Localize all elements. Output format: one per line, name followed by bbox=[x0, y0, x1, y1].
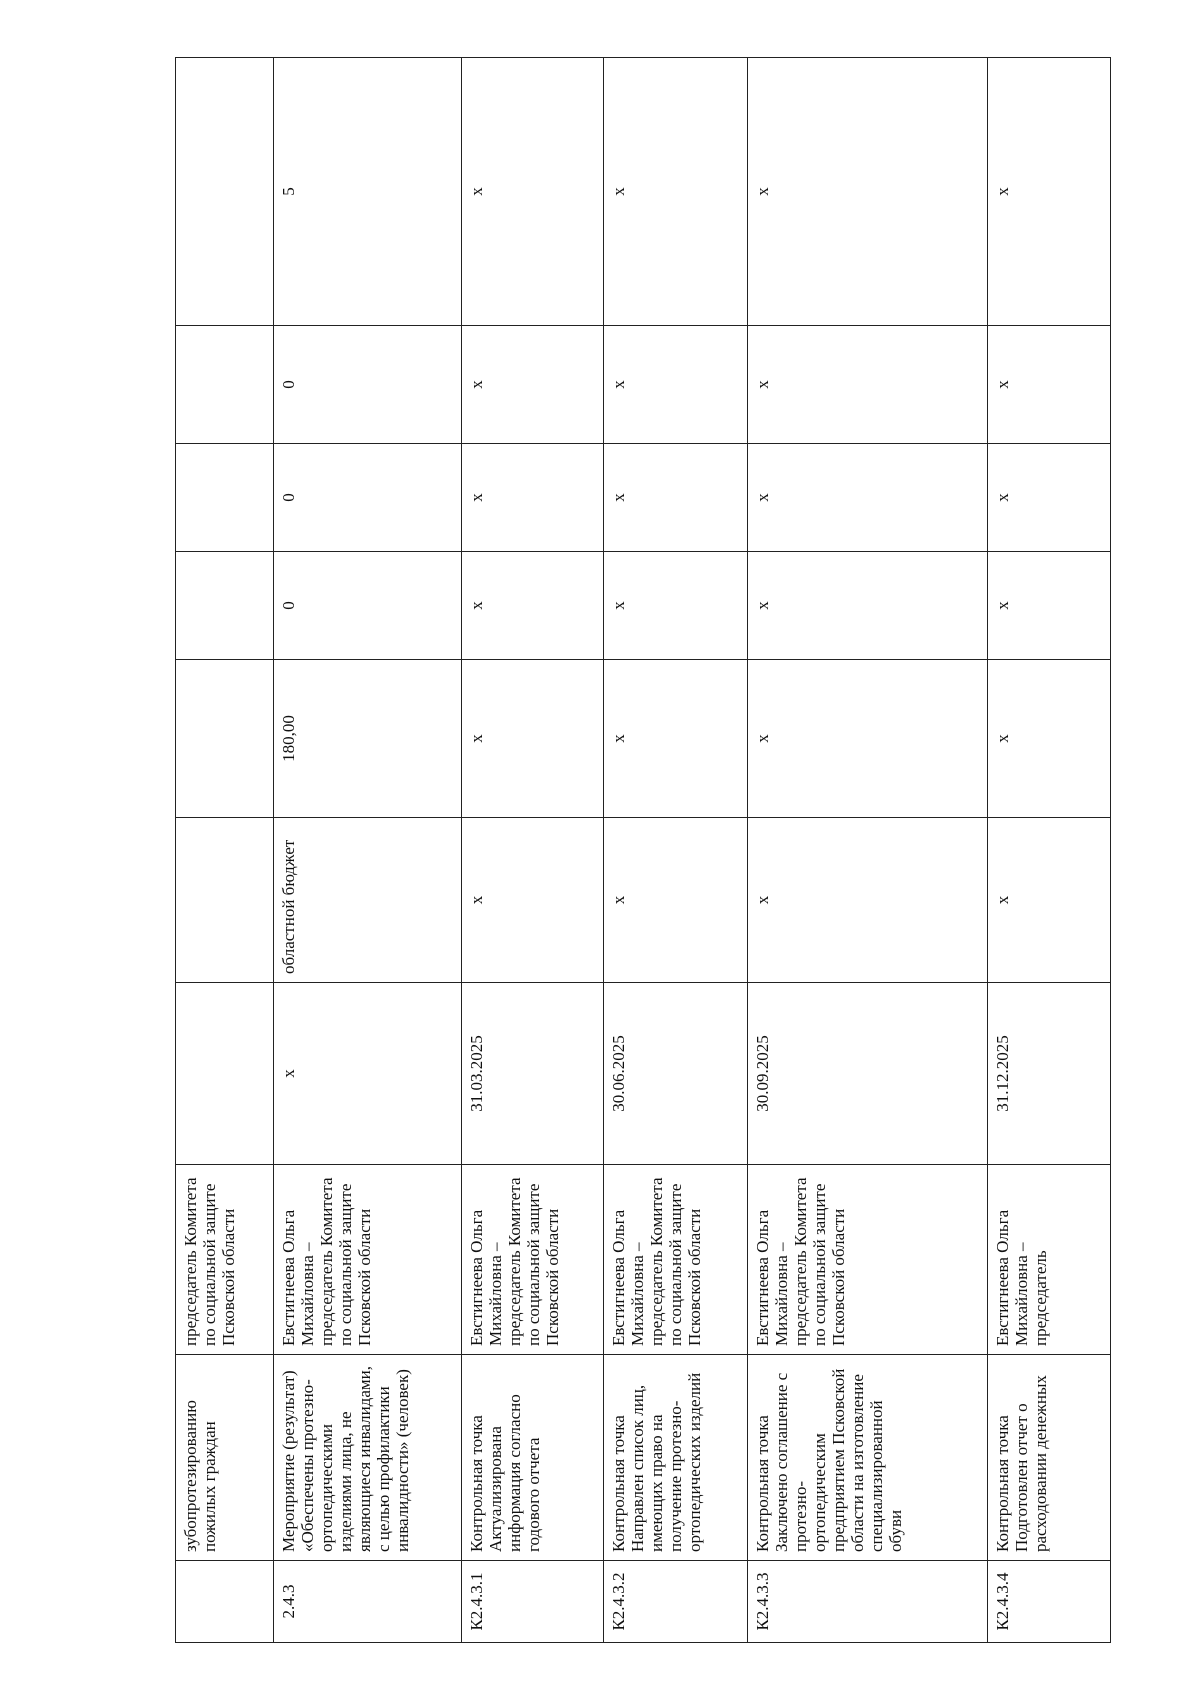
quarter-1-value: х bbox=[748, 552, 988, 660]
quarter-1-value: х bbox=[988, 552, 1111, 660]
funding-amount: 180,00 bbox=[274, 660, 462, 818]
row-number: К2.4.3.1 bbox=[462, 1561, 604, 1643]
plan-table bbox=[175, 57, 1111, 1643]
funding-amount: х bbox=[748, 660, 988, 818]
quarter-1-value bbox=[176, 552, 274, 660]
table-row bbox=[274, 58, 462, 1643]
row-number: К2.4.3.4 bbox=[988, 1561, 1111, 1643]
deadline-date: 31.12.2025 bbox=[988, 983, 1111, 1165]
quarter-3-value bbox=[176, 326, 274, 444]
table-row bbox=[748, 58, 988, 1643]
quarter-4-value bbox=[176, 58, 274, 326]
funding-source: х bbox=[748, 818, 988, 983]
quarter-4-value: х bbox=[988, 58, 1111, 326]
responsible-person: Евстигнеева Ольга Михайловна – председатель Комитета по социальной защите Псковской области bbox=[748, 1165, 988, 1355]
quarter-4-value: х bbox=[462, 58, 604, 326]
measure-name: Контрольная точка Подготовлен отчет о расходовании денежных bbox=[988, 1355, 1111, 1561]
funding-amount: х bbox=[988, 660, 1111, 818]
deadline-date: 30.09.2025 bbox=[748, 983, 988, 1165]
row-number: К2.4.3.3 bbox=[748, 1561, 988, 1643]
funding-amount: х bbox=[462, 660, 604, 818]
funding-amount: х bbox=[604, 660, 748, 818]
table-row bbox=[988, 58, 1111, 1643]
quarter-4-value: х bbox=[748, 58, 988, 326]
quarter-2-value: х bbox=[748, 444, 988, 552]
responsible-person: Евстигнеева Ольга Михайловна – председатель bbox=[988, 1165, 1111, 1355]
table-row bbox=[604, 58, 748, 1643]
table-row bbox=[176, 58, 274, 1643]
row-number bbox=[176, 1561, 274, 1643]
quarter-4-value: х bbox=[604, 58, 748, 326]
row-number: К2.4.3.2 bbox=[604, 1561, 748, 1643]
deadline-date bbox=[176, 983, 274, 1165]
quarter-3-value: х bbox=[462, 326, 604, 444]
quarter-3-value: 0 bbox=[274, 326, 462, 444]
responsible-person: Евстигнеева Ольга Михайловна – председатель Комитета по социальной защите Псковской области bbox=[462, 1165, 604, 1355]
measure-name: Контрольная точка Актуализирована информация согласно годового отчета bbox=[462, 1355, 604, 1561]
quarter-2-value: х bbox=[604, 444, 748, 552]
quarter-1-value: х bbox=[462, 552, 604, 660]
quarter-2-value: 0 bbox=[274, 444, 462, 552]
responsible-person: Евстигнеева Ольга Михайловна – председатель Комитета по социальной защите Псковской области bbox=[604, 1165, 748, 1355]
table-row bbox=[462, 58, 604, 1643]
measure-name: Контрольная точка Направлен список лиц, имеющих право на получение протезно-ортопедических изделий bbox=[604, 1355, 748, 1561]
deadline-date: 30.06.2025 bbox=[604, 983, 748, 1165]
measure-name: Мероприятие (результат) «Обеспечены протезно-ортопедическими изделиями лица, не являющиеся инвалидами, с целью профилактики инвалидности» (человек) bbox=[274, 1355, 462, 1561]
quarter-2-value: х bbox=[988, 444, 1111, 552]
responsible-person: Евстигнеева Ольга Михайловна – председатель Комитета по социальной защите Псковской области bbox=[274, 1165, 462, 1355]
quarter-1-value: 0 bbox=[274, 552, 462, 660]
deadline-date: 31.03.2025 bbox=[462, 983, 604, 1165]
quarter-1-value: х bbox=[604, 552, 748, 660]
quarter-3-value: х bbox=[748, 326, 988, 444]
quarter-3-value: х bbox=[988, 326, 1111, 444]
funding-source: х bbox=[462, 818, 604, 983]
funding-source bbox=[176, 818, 274, 983]
measure-name: Контрольная точка Заключено соглашение с протезно-ортопедическим предприятием Псковской области на изготовление специализированной обуви bbox=[748, 1355, 988, 1561]
quarter-2-value bbox=[176, 444, 274, 552]
quarter-4-value: 5 bbox=[274, 58, 462, 326]
funding-source: х bbox=[988, 818, 1111, 983]
row-number: 2.4.3 bbox=[274, 1561, 462, 1643]
responsible-person: председатель Комитета по социальной защите Псковской области bbox=[176, 1165, 274, 1355]
funding-source: х bbox=[604, 818, 748, 983]
rotated-table-wrapper bbox=[175, 58, 1110, 1643]
deadline-date: х bbox=[274, 983, 462, 1165]
funding-amount bbox=[176, 660, 274, 818]
measure-name: зубопротезированию пожилых граждан bbox=[176, 1355, 274, 1561]
quarter-2-value: х bbox=[462, 444, 604, 552]
funding-source: областной бюджет bbox=[274, 818, 462, 983]
quarter-3-value: х bbox=[604, 326, 748, 444]
